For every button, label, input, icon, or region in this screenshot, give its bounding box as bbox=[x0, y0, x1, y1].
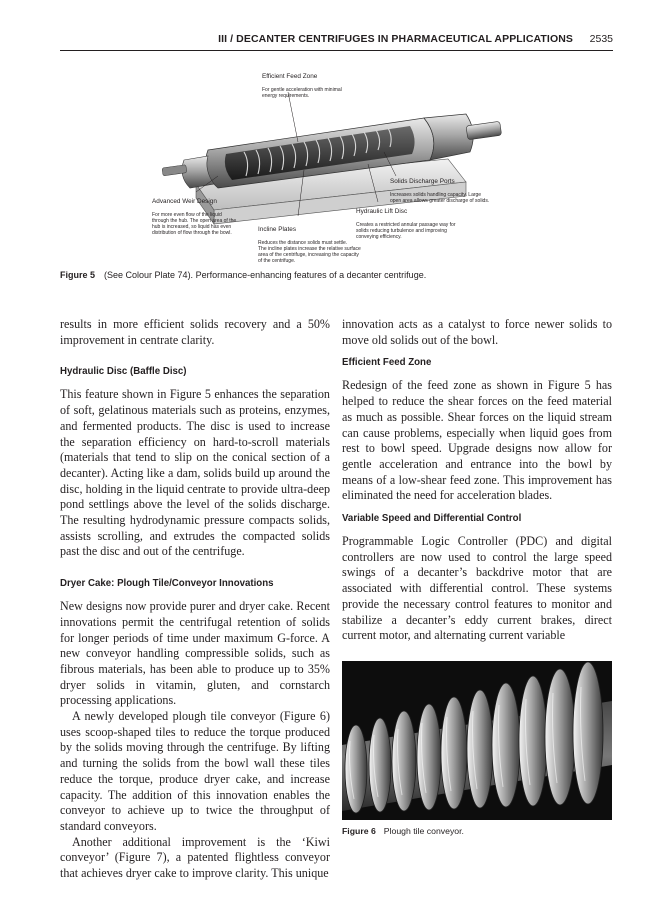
figure-6-caption-text: Plough tile conveyor. bbox=[383, 826, 464, 836]
running-header bbox=[60, 33, 613, 45]
heading-feed-zone: Efficient Feed Zone bbox=[342, 357, 432, 369]
header-rule bbox=[60, 50, 613, 51]
figure-6-caption bbox=[342, 826, 612, 836]
label-weir-text: For more even flow of the liquid through the hub. The open area of the hub is increased, so liquid has even distribution of flow through the bowl. bbox=[152, 211, 237, 236]
paragraph-continuation: innovation acts as a catalyst to force newer solids to move old solids out of the bowl. bbox=[342, 317, 612, 347]
label-hydraulic-title: Hydraulic Lift Disc bbox=[356, 208, 408, 215]
label-hydraulic-text: Creates a restricted annular passage way for solids reducing turbulence and improving conveying efficiency. bbox=[356, 221, 456, 240]
label-solids-ports-text: Increases solids handling capacity. Large open area allows greater discharge of solids. bbox=[390, 191, 490, 204]
label-feed-zone-title: Efficient Feed Zone bbox=[262, 73, 318, 80]
label-feed-zone-text: For gentle acceleration with minimal energy requirements. bbox=[262, 86, 342, 99]
heading-variable-speed: Variable Speed and Differential Control bbox=[342, 513, 522, 525]
paragraph-plough-tile: A newly developed plough tile conveyor (Figure 6) uses scoop-shaped tiles to reduce the torque produced by the solids moving through the centrifuge. By lifting and turning the solids from the bowl wall these tiles reduce the torque, produce dryer cake, and increase capacity. The addition of this innovation enables the conveyor to achieve up to twice the throughput of standard conveyors. bbox=[60, 709, 330, 833]
label-feed-zone bbox=[262, 67, 412, 99]
label-incline-title: Incline Plates bbox=[258, 226, 297, 233]
paragraph-feed-zone: Redesign of the feed zone as shown in Figure 5 has helped to reduce the shear forces on the feed material as much as possible. Shear forces on the liquid stream can cause problems, especially when liquid goes from rest to bowl speed. Upgrade designs now allow for gentle acceleration and entrance into the bowl by means of a low-shear feed zone. This improvement has eliminated the need for acceleration blades. bbox=[342, 378, 612, 503]
label-incline-text: Reduces the distance solids must settle. The incline plates increase the relative surface area of the centrifuge, increasing the capacity of the centrifuge. bbox=[258, 239, 361, 264]
left-column bbox=[60, 317, 330, 882]
paragraph-hydraulic-disc: This feature shown in Figure 5 enhances the separation of soft, gelatinous materials such as proteins, enzymes, and fermented products. The disc is used to increase the separation efficiency on hard-to-scroll materials (materials that tend to slip on the conical section of a decanter). Acting like a dam, solids build up around the disc, holding in the liquid centrate to provide ultra-deep pond settlings above the level of the solids discharge. The resulting hydrodynamic pressure compacts solids, assists scrolling, and extrudes the compacted solids past the disc and out of the centrifuge. bbox=[60, 387, 330, 559]
right-column bbox=[342, 317, 612, 644]
page-number: 2535 bbox=[589, 33, 613, 45]
figure-5-caption-text: (See Colour Plate 74). Performance-enhancing features of a decanter centrifuge. bbox=[104, 270, 427, 280]
figure-5-reference[interactable]: Figure 5 bbox=[169, 387, 211, 402]
heading-dryer-cake: Dryer Cake: Plough Tile/Conveyor Innovations bbox=[60, 578, 274, 590]
figure-7-reference[interactable]: Figure 7 bbox=[118, 850, 163, 865]
label-solids-ports bbox=[390, 172, 522, 204]
paragraph-intro: results in more efficient solids recovery and a 50% improvement in centrate clarity. bbox=[60, 317, 330, 347]
figure-6-reference[interactable]: Figure 6 bbox=[283, 709, 326, 724]
figure-6-caption-label: Figure 6 bbox=[342, 826, 376, 836]
label-incline bbox=[258, 220, 388, 264]
running-title: III / DECANTER CENTRIFUGES IN PHARMACEUTICAL APPLICATIONS bbox=[218, 33, 573, 45]
label-weir-title: Advanced Weir Design bbox=[152, 198, 217, 205]
figure-5-caption-label: Figure 5 bbox=[60, 270, 96, 280]
plough-tile-conveyor-photo bbox=[342, 661, 612, 820]
figure-5-caption bbox=[60, 270, 620, 280]
heading-hydraulic-disc: Hydraulic Disc (Baffle Disc) bbox=[60, 366, 187, 378]
paragraph-variable-speed: Programmable Logic Controller (PDC) and digital controllers are now used to control the large speed swings of a decanter’s backdrive motor that are associated with differential control. These systems provide the necessary control features to monitor and stabilize a decanter’s eddy current brakes, direct current motor, and alternating current variable bbox=[342, 534, 612, 643]
paragraph-kiwi-conveyor: Another additional improvement is the ‘Kiwi conveyor’ (Figure 7), a patented flightless conveyor that achieves dryer cake to improve clarity. This unique bbox=[60, 834, 330, 881]
paragraph-dryer-cake: New designs now provide purer and dryer cake. Recent innovations permit the centrifugal retention of solids for longer periods of time under maximum G-force. A new conveyor handling compressible solids, such as fibrous materials, has been able to produce up to 35% dryer solids in vitamin, gluten, and cornstarch processing applications. bbox=[60, 599, 330, 708]
label-weir bbox=[152, 192, 262, 236]
figure-6 bbox=[342, 661, 612, 820]
label-solids-ports-title: Solids Discharge Ports bbox=[390, 178, 455, 185]
figure-5 bbox=[148, 64, 520, 264]
